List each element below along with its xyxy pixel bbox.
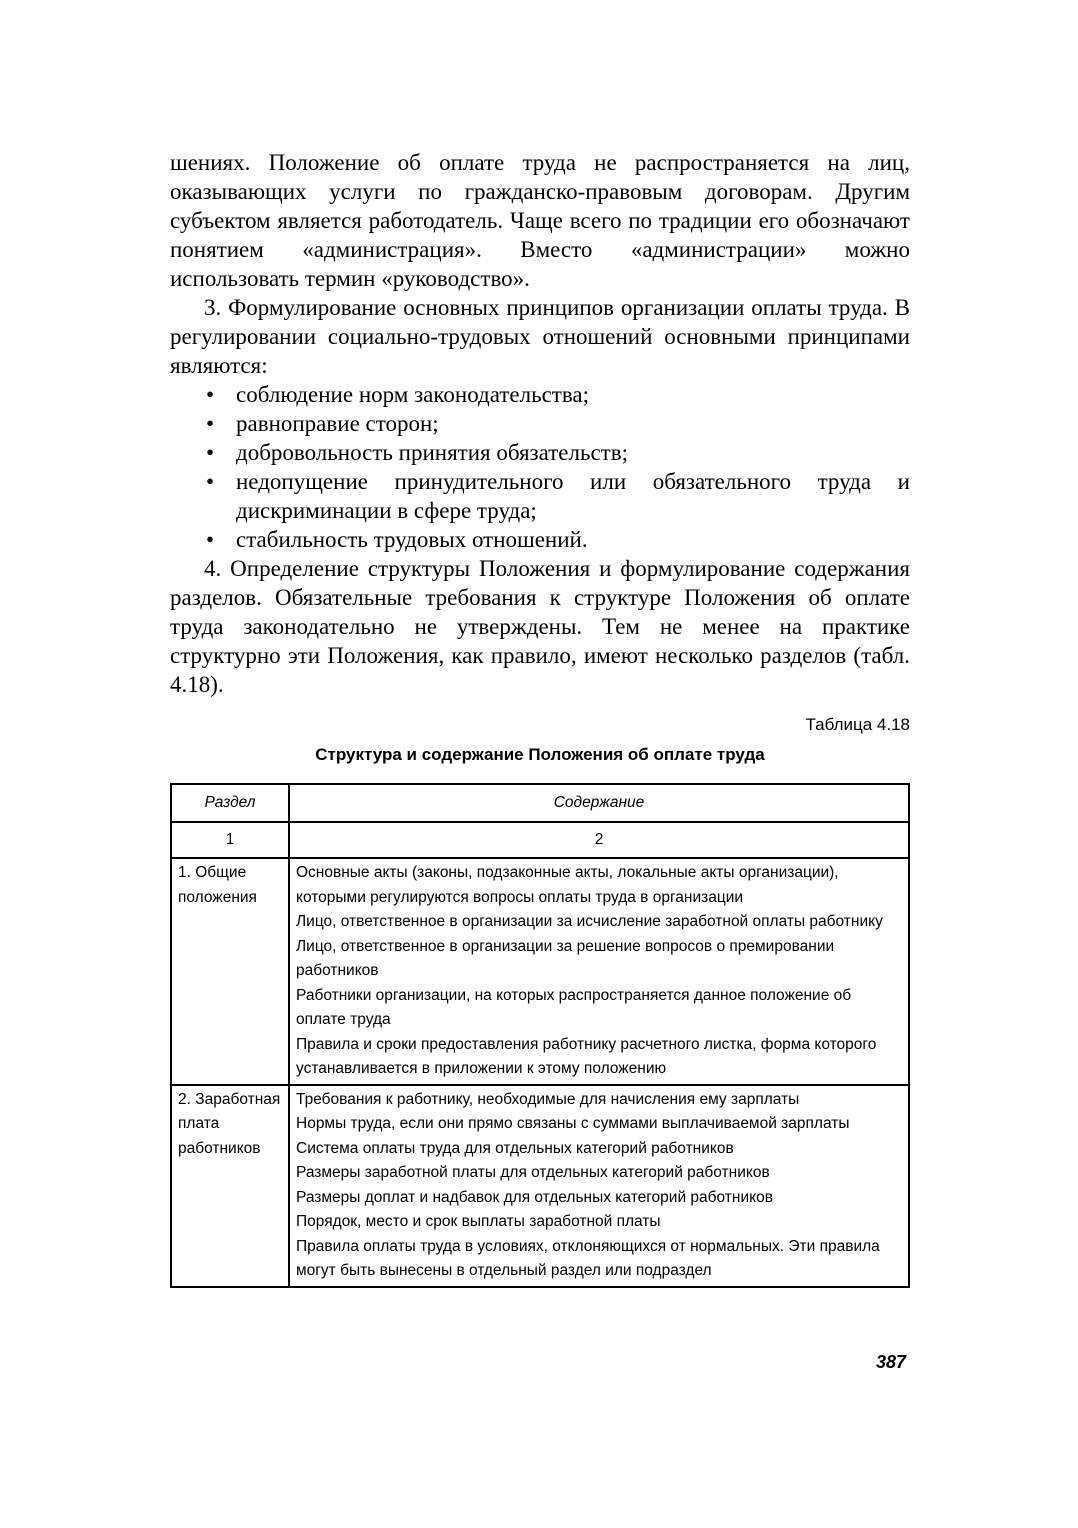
header-section: Раздел: [171, 784, 289, 822]
table-number: Таблица 4.18: [805, 715, 910, 734]
column-number-row: [171, 822, 909, 858]
section-cell: 2. Заработная плата работников: [171, 1085, 289, 1287]
content-cell: [289, 1085, 909, 1287]
page-body: [170, 148, 910, 1288]
column-number: 2: [289, 822, 909, 858]
list-item: • стабильность трудовых отношений.: [206, 527, 588, 552]
list-item: • недопущение принудительного или обязательного труда и дискриминации в сфере труда;: [206, 469, 910, 523]
content-cell: [289, 858, 909, 1085]
paragraph-structure: 4. Определение структуры Положения и формулирование содержания разделов. Обязательные требования к структуре Положения об оплате труда законодательно не утверждены. Тем не менее на практике структурно эти Положения, как правило, имеют несколько разделов (табл. 4.18).: [170, 556, 910, 697]
paragraph-continuation: шениях. Положение об оплате труда не распространяется на лиц, оказывающих услуги по гражданско-правовым договорам. Другим субъектом является работодатель. Чаще всего по традиции его обозначают понятием «администрация». Вместо «администрации» можно использовать термин «руководство».: [170, 150, 910, 291]
table-row: [171, 858, 909, 1085]
structure-table: [170, 783, 910, 1288]
content-item: Размеры заработной платы для отдельных категорий работников: [296, 1164, 770, 1181]
header-content: Содержание: [289, 784, 909, 822]
content-item: Основные акты (законы, подзаконные акты, локальные акты организации), которыми регулируются вопросы оплаты труда в организации: [296, 864, 839, 906]
content-item: Лицо, ответственное в организации за решение вопросов о премировании работников: [296, 937, 835, 979]
paragraph-principles: 3. Формулирование основных принципов организации оплаты труда. В регулировании социально-трудовых отношений основными принципами являются:: [170, 295, 910, 378]
list-item: • равноправие сторон;: [206, 411, 439, 436]
list-item: • добровольность принятия обязательств;: [206, 440, 628, 465]
content-item: Система оплаты труда для отдельных категорий работников: [296, 1139, 734, 1157]
content-item: Размеры доплат и надбавок для отдельных категорий работников: [296, 1188, 773, 1206]
content-item: Работники организации, на которых распространяется данное положение об оплате труда: [296, 986, 852, 1028]
bullet-icon: •: [206, 411, 215, 436]
table-row: [171, 1085, 909, 1287]
bullet-icon: •: [206, 440, 215, 465]
principles-list: [170, 380, 910, 554]
bullet-icon: •: [206, 527, 215, 552]
content-item: Правила оплаты труда в условиях, отклоняющихся от нормальных. Эти правила могут быть вынесены в отдельный раздел или подраздел: [296, 1237, 880, 1279]
content-item: Требования к работнику, необходимые для начисления ему зарплаты: [296, 1090, 800, 1108]
section-cell: 1. Общие положения: [171, 858, 289, 1085]
bullet-icon: •: [206, 382, 215, 407]
content-item: Правила и сроки предоставления работнику расчетного листка, форма которого устанавливается в приложении к этому положению: [296, 1035, 877, 1077]
bullet-icon: •: [206, 469, 215, 494]
column-number: 1: [171, 822, 289, 858]
content-item: Порядок, место и срок выплаты заработной платы: [296, 1213, 661, 1230]
list-item: • соблюдение норм законодательства;: [206, 382, 589, 407]
content-item: Лицо, ответственное в организации за исчисление заработной оплаты работнику: [296, 913, 883, 930]
content-item: Нормы труда, если они прямо связаны с суммами выплачиваемой зарплаты: [296, 1115, 850, 1132]
table-header-row: [171, 784, 909, 822]
table-title: Структура и содержание Положения об оплате труда: [315, 745, 765, 764]
page-number: 387: [875, 1352, 906, 1372]
